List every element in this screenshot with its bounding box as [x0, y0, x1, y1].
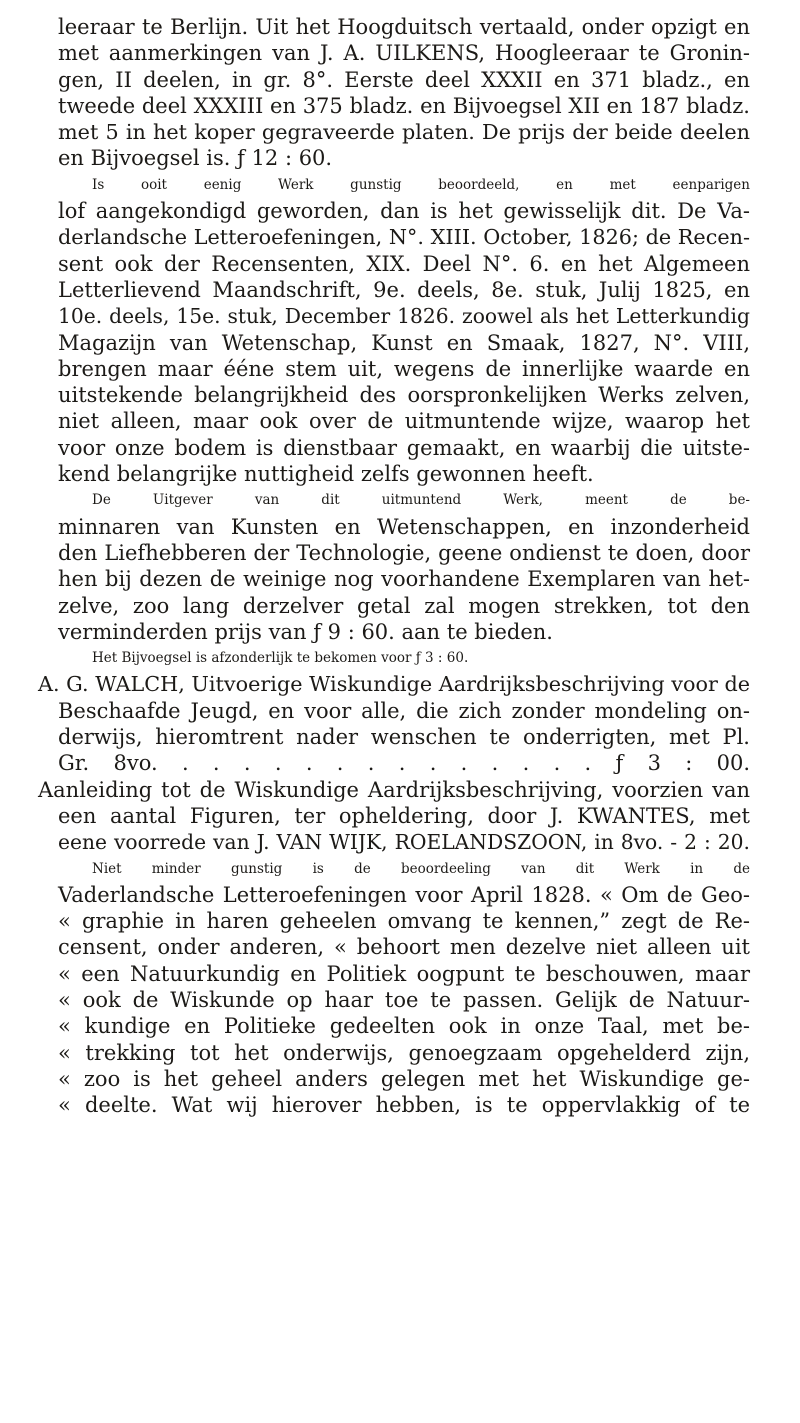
- text-line: 10e. deels, 15e. stuk, December 1826. zoowel als het Letterkundig: [58, 304, 750, 329]
- text-line: kend belangrijke nuttigheid zelfs gewonnen heeft.: [58, 462, 594, 487]
- text-line: derwijs, hieromtrent nader wenschen te onderrigten, met Pl.: [58, 725, 750, 750]
- text-line: verminderden prijs van ƒ 9 : 60. aan te bieden.: [58, 619, 553, 644]
- text-line: tweede deel XXXIII en 375 bladz. en Bijvoegsel XII en 187 bladz.: [58, 93, 750, 118]
- text-line: Is ooit eenig Werk gunstig beoordeeld, en met eenparigen: [92, 176, 750, 193]
- text-line: censent, onder anderen, « behoort men dezelve niet alleen uit: [58, 935, 750, 960]
- text-line: Vaderlandsche Letteroefeningen voor April 1828. « Om de Geo-: [58, 882, 750, 907]
- text-line: den Liefhebberen der Technologie, geene ondienst te doen, door: [58, 540, 750, 565]
- text-line: Beschaafde Jeugd, en voor alle, die zich zonder mondeling on-: [58, 698, 750, 723]
- text-line: gen, II deelen, in gr. 8°. Eerste deel XXXII en 371 bladz., en: [58, 67, 750, 92]
- text-line: uitstekende belangrijkheid des oorspronkelijken Werks zelven,: [58, 383, 750, 408]
- text-line: zelve, zoo lang derzelver getal zal mogen strekken, tot den: [58, 593, 750, 618]
- text-line: met aanmerkingen van J. A. UILKENS, Hoogleeraar te Gronin-: [58, 41, 750, 66]
- text-line: « een Natuurkundig en Politiek oogpunt te beschouwen, maar: [58, 961, 750, 986]
- text-line: « trekking tot het onderwijs, genoegzaam opgehelderd zijn,: [58, 1040, 750, 1065]
- text-line: Letterlievend Maandschrift, 9e. deels, 8e. stuk, Julij 1825, en: [58, 277, 750, 302]
- text-line: « ook de Wiskunde op haar toe te passen. Gelijk de Natuur-: [58, 987, 750, 1012]
- text-line: en Bijvoegsel is. ƒ 12 : 60.: [58, 146, 333, 171]
- text-line: brengen maar ééne stem uit, wegens de innerlijke waarde en: [58, 356, 750, 381]
- text-line: een aantal Figuren, ter opheldering, door J. KWANTES, met: [58, 803, 750, 828]
- text-line: « deelte. Wat wij hierover hebben, is te oppervlakkig of te: [58, 1093, 750, 1118]
- text-line: « zoo is het geheel anders gelegen met het Wiskundige ge-: [58, 1066, 750, 1091]
- text-column: [38, 14, 751, 1118]
- text-line: minnaren van Kunsten en Wetenschappen, en inzonderheid: [58, 514, 750, 539]
- text-line: Gr. 8vo. . . . . . . . . . . . . . . ƒ 3 : 00.: [58, 751, 750, 776]
- text-line: sent ook der Recensenten, XIX. Deel N°. 6. en het Algemeen: [58, 251, 750, 276]
- text-line: met 5 in het koper gegraveerde platen. De prijs der beide deelen: [58, 120, 750, 145]
- text-line: Magazijn van Wetenschap, Kunst en Smaak, 1827, N°. VIII,: [58, 330, 750, 355]
- text-line: voor onze bodem is dienstbaar gemaakt, en waarbij die uitste-: [58, 435, 750, 460]
- text-line: « kundige en Politieke gedeelten ook in onze Taal, met be-: [58, 1014, 750, 1039]
- text-line: leeraar te Berlijn. Uit het Hoogduitsch vertaald, onder opzigt en: [58, 15, 750, 39]
- text-line: « graphie in haren geheelen omvang te kennen,” zegt de Re-: [58, 909, 750, 934]
- text-line: Het Bijvoegsel is afzonderlijk te bekomen voor ƒ 3 : 60.: [92, 650, 469, 667]
- text-line: De Uitgever van dit uitmuntend Werk, meent de be-: [92, 492, 750, 509]
- text-line: lof aangekondigd geworden, dan is het gewisselijk dit. De Va-: [58, 199, 750, 224]
- text-line: hen bij dezen de weinige nog voorhandene Exemplaren van het-: [58, 567, 750, 592]
- text-line: A. G. WALCH, Uitvoerige Wiskundige Aardrijksbeschrijving voor de: [38, 672, 751, 697]
- text-line: derlandsche Letteroefeningen, N°. XIII. October, 1826; de Recen-: [58, 225, 750, 250]
- text-line: eene voorrede van J. VAN WIJK, ROELANDSZOON, in 8vo. - 2 : 20.: [58, 830, 750, 855]
- text-line: niet alleen, maar ook over de uitmuntende wijze, waarop het: [58, 409, 750, 434]
- text-line: Aanleiding tot de Wiskundige Aardrijksbeschrijving, voorzien van: [38, 777, 750, 802]
- text-line: Niet minder gunstig is de beoordeeling van dit Werk in de: [92, 860, 750, 877]
